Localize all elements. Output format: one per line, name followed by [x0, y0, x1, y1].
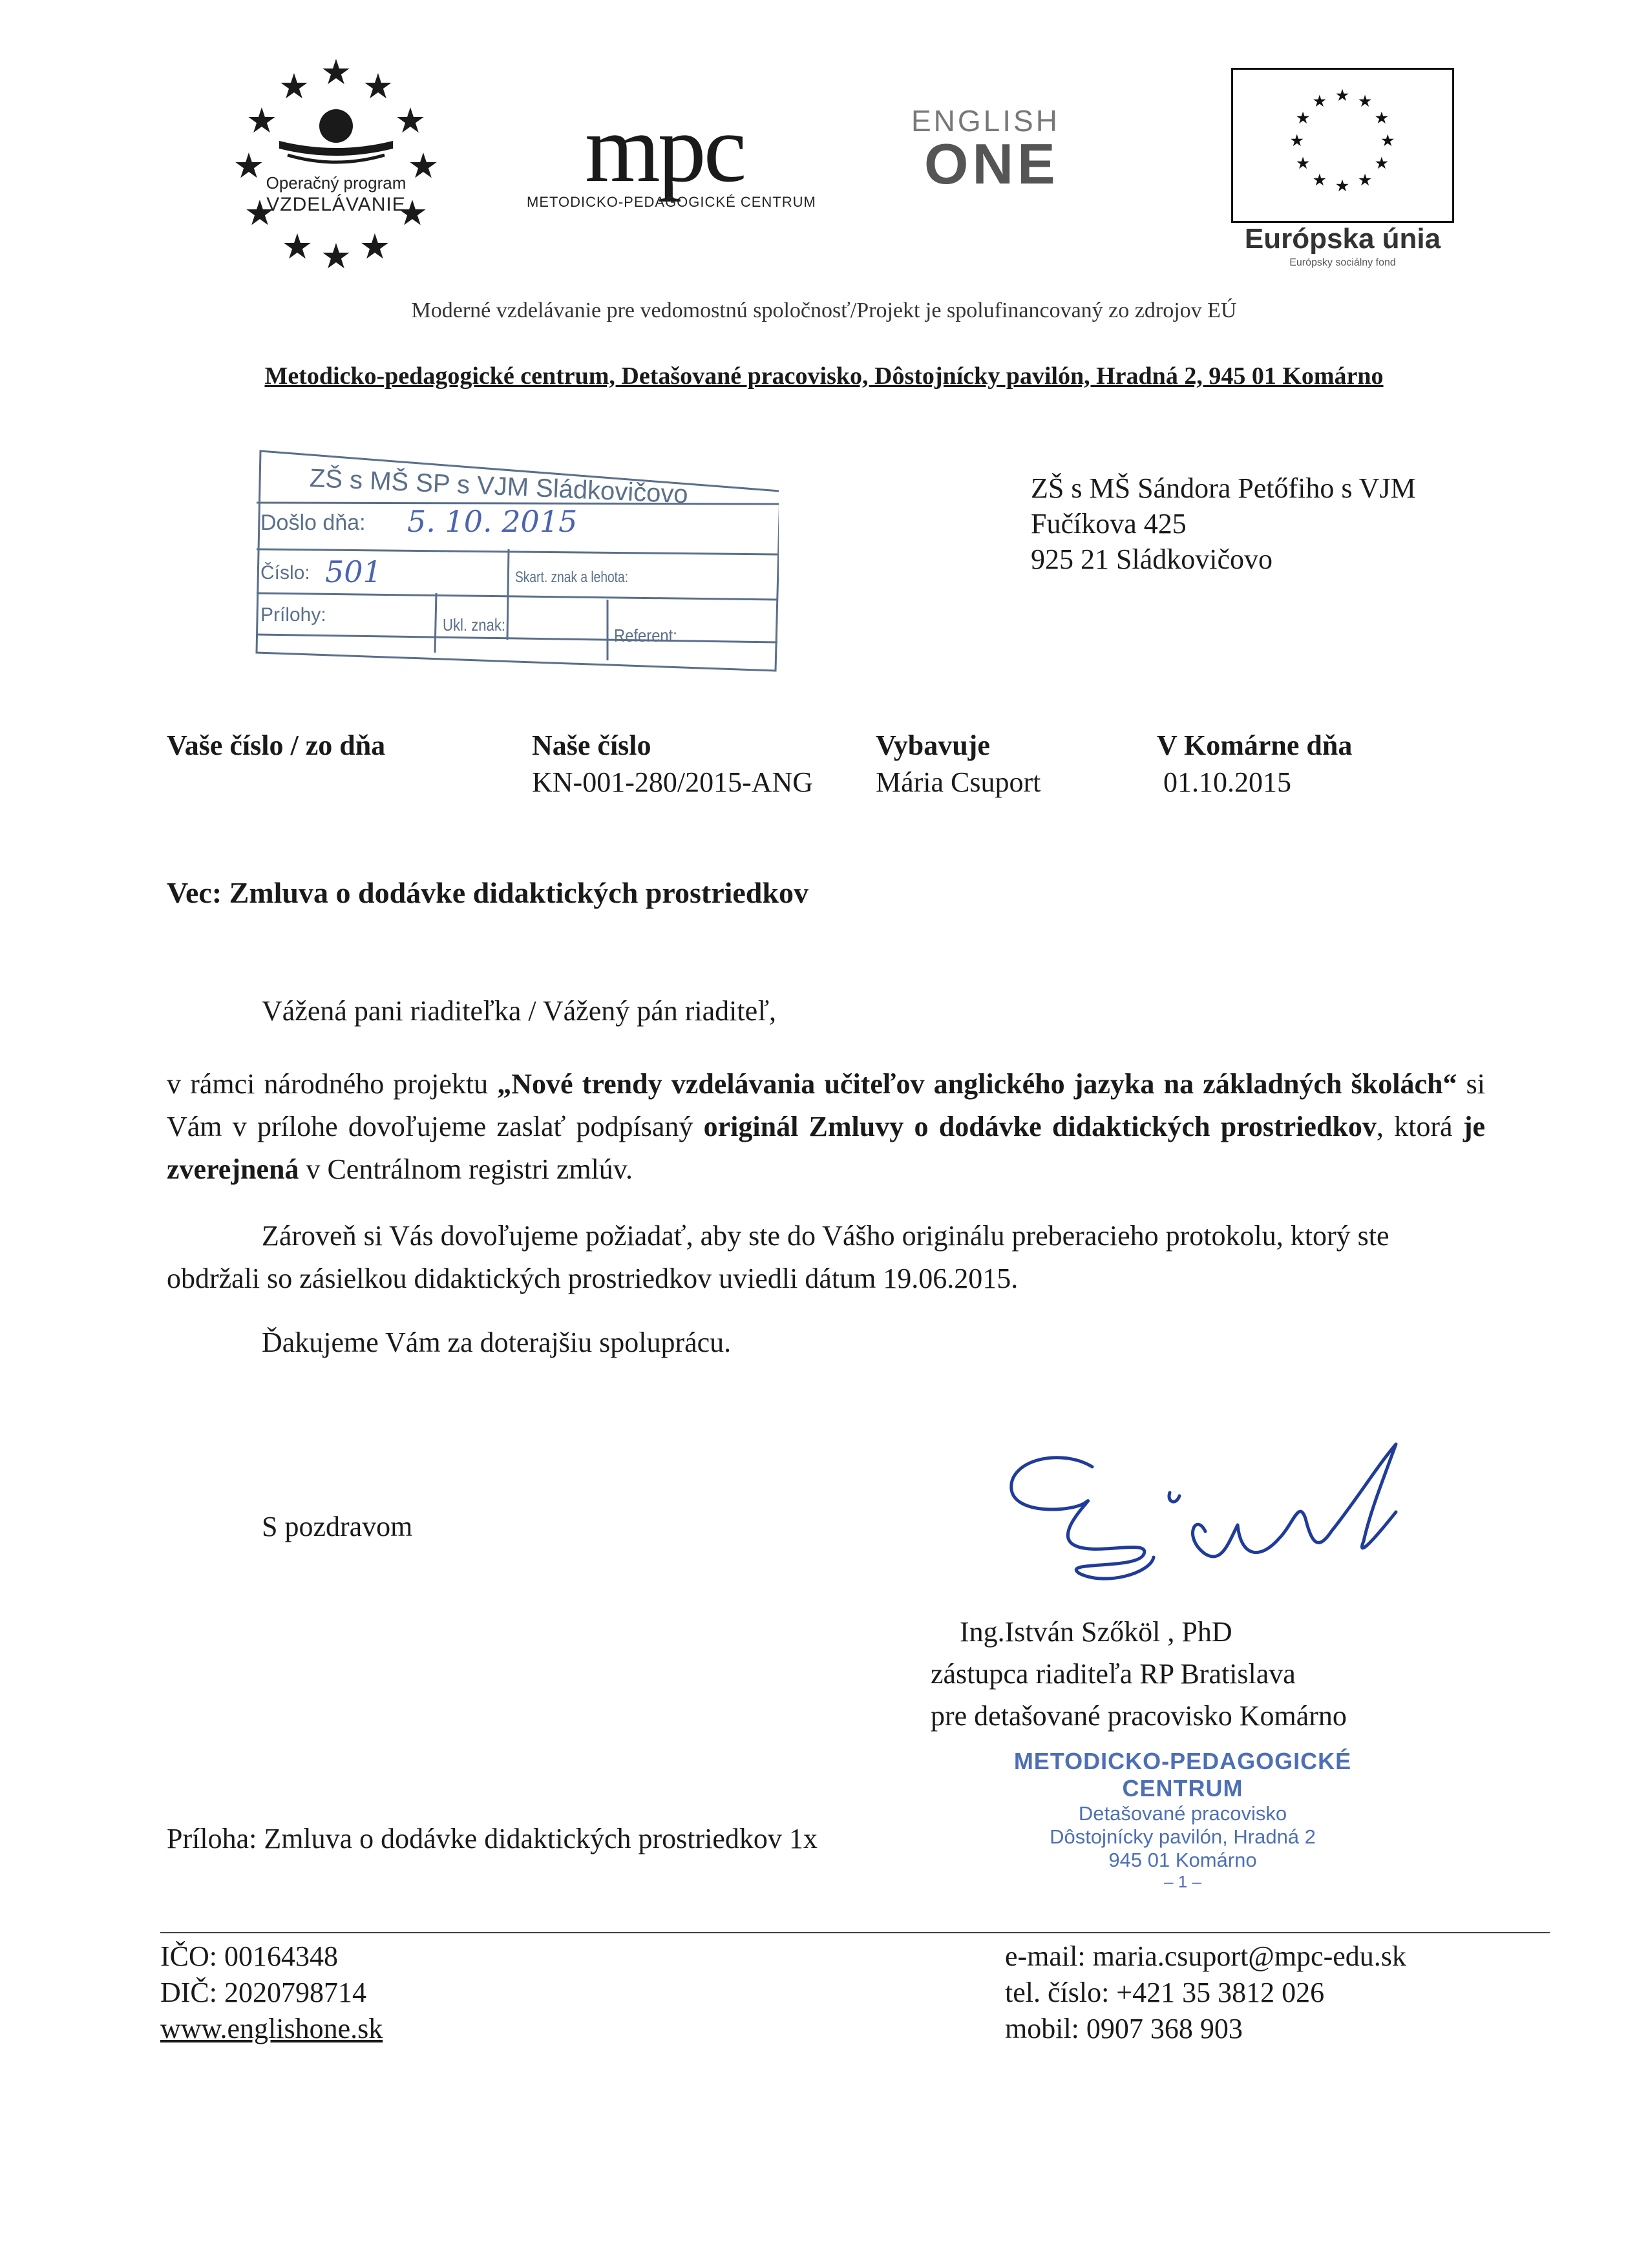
- mpc-logo-subtitle: METODICKO-PEDAGOGICKÉ CENTRUM: [527, 194, 816, 210]
- eu-star-icon: ★: [1380, 130, 1395, 150]
- svg-text:★: ★: [362, 67, 394, 106]
- svg-text:★: ★: [394, 101, 427, 140]
- received-date-handwritten: 5. 10. 2015: [407, 504, 578, 539]
- eu-star-icon: ★: [1312, 169, 1327, 189]
- svg-text:★: ★: [244, 194, 276, 233]
- institution-address: Metodicko-pedagogické centrum, Detašované pracovisko, Dôstojnícky pavilón, Hradná 2, 945 01 Komárno: [264, 362, 1384, 390]
- op-logo-line2: VZDELÁVANIE: [266, 194, 406, 215]
- p1-text-a: v rámci národného projektu: [167, 1068, 498, 1100]
- p2-text: Zároveň si Vás dovoľujeme požiadať, aby ste do Vášho originálu preberacieho protokolu, ktorý ste obdržali so zásielkou didaktických prostriedkov uviedli dátum 19.06.2015.: [167, 1220, 1389, 1294]
- thanks-line: Ďakujeme Vám za doterajšiu spoluprácu.: [262, 1327, 732, 1358]
- eu-star-icon: ★: [1357, 169, 1373, 189]
- handwritten-signature: [982, 1441, 1448, 1590]
- handled-by-value: Mária Csuport: [876, 766, 1041, 798]
- signatory-role-2: pre detašované pracovisko Komárno: [931, 1700, 1347, 1732]
- official-stamp-line5: – 1 –: [1164, 1872, 1201, 1891]
- eu-star-icon: ★: [1374, 153, 1389, 173]
- eu-flag-icon: [1231, 68, 1454, 223]
- eu-logo-title: Európska únia: [1244, 223, 1441, 255]
- eu-star-icon: ★: [1312, 91, 1327, 111]
- eu-star-icon: ★: [1335, 176, 1350, 196]
- footer-website-link[interactable]: www.englishone.sk: [160, 2013, 383, 2044]
- english-one-logo-line2: ONE: [924, 132, 1059, 196]
- svg-text:★: ★: [246, 101, 278, 140]
- your-number-label: Vaše číslo / zo dňa: [167, 730, 386, 761]
- official-stamp-line2: Detašované pracovisko: [1078, 1802, 1287, 1825]
- svg-text:★: ★: [407, 147, 439, 185]
- p1-text-c: si Vám v prílohe dovoľujeme zaslať podpísaný: [167, 1068, 1485, 1142]
- eu-star-icon: ★: [1289, 130, 1305, 150]
- svg-text:★: ★: [396, 194, 428, 233]
- footer-mobile: mobil: 0907 368 903: [1005, 2013, 1243, 2044]
- contract-original: originál Zmluvy o dodávke didaktických prostriedkov: [703, 1111, 1377, 1142]
- storage-label: Ukl. znak:: [443, 615, 506, 635]
- registry-stamp: [249, 446, 779, 672]
- footer-phone: tel. číslo: +421 35 3812 026: [1005, 1977, 1325, 2008]
- our-number-label: Naše číslo: [532, 730, 651, 761]
- svg-text:★: ★: [320, 58, 352, 92]
- svg-text:★: ★: [281, 227, 313, 266]
- place-date-value: 01.10.2015: [1163, 766, 1291, 798]
- signatory-name: Ing.István Szőköl , PhD: [960, 1616, 1232, 1648]
- registry-stamp-title: ZŠ s MŠ SP s VJM Sládkovičovo: [309, 464, 689, 509]
- footer-dic: DIČ: 2020798714: [160, 1977, 366, 2008]
- handled-by-label: Vybavuje: [876, 730, 990, 761]
- attachments-label: Prílohy:: [260, 604, 326, 625]
- number-handwritten: 501: [325, 554, 382, 589]
- official-stamp-line1: METODICKO-PEDAGOGICKÉ CENTRUM: [1013, 1748, 1352, 1801]
- op-logo-line1: Operačný program: [266, 173, 407, 193]
- svg-text:★: ★: [233, 147, 265, 185]
- op-vzdelavanie-logo: [220, 58, 452, 278]
- received-label: Došlo dňa:: [260, 510, 366, 535]
- official-stamp: [950, 1748, 1415, 1892]
- eu-logo-subtitle: Európsky sociálny fond: [1289, 257, 1396, 268]
- eu-star-icon: ★: [1374, 107, 1389, 127]
- body-paragraph-1: [167, 1063, 1485, 1191]
- signatory-role-1: zástupca riaditeľa RP Bratislava: [931, 1658, 1296, 1690]
- open-book-icon: [279, 141, 393, 156]
- svg-text:★: ★: [278, 67, 310, 106]
- referent-label: Referent:: [614, 625, 677, 646]
- footer-email[interactable]: e-mail: maria.csuport@mpc-edu.sk: [1005, 1940, 1406, 1972]
- eu-star-icon: ★: [1357, 91, 1373, 111]
- mpc-logo-mark: mpc: [585, 95, 745, 202]
- our-number-value: KN-001-280/2015-ANG: [532, 766, 814, 798]
- project-tagline: Moderné vzdelávanie pre vedomostnú spoločnosť/Projekt je spolufinancovaný zo zdrojov EÚ: [411, 299, 1237, 322]
- body-paragraph-2: [167, 1215, 1485, 1300]
- letter-subject: Vec: Zmluva o dodávke didaktických prostriedkov: [167, 876, 808, 909]
- eu-star-icon: ★: [1295, 107, 1311, 127]
- op-star-ring: [233, 58, 439, 276]
- svg-text:★: ★: [320, 237, 352, 276]
- recipient-line1: ZŠ s MŠ Sándora Petőfiho s VJM: [1031, 472, 1416, 504]
- project-name: „Nové trendy vzdelávania učiteľov anglického jazyka na základných školách“: [497, 1068, 1457, 1100]
- english-one-logo-line1: ENGLISH: [911, 104, 1060, 138]
- svg-text:★: ★: [359, 227, 391, 266]
- recipient-line3: 925 21 Sládkovičovo: [1031, 543, 1273, 575]
- number-label: Číslo:: [260, 562, 310, 583]
- p1-text-e: , ktorá: [1376, 1111, 1463, 1142]
- person-head-icon: [319, 109, 353, 143]
- published-note: je zverejnená: [167, 1111, 1486, 1185]
- closing-regards: S pozdravom: [262, 1511, 413, 1542]
- eu-star-icon: ★: [1295, 153, 1311, 173]
- footer-divider: [160, 1932, 1550, 1933]
- eu-star-icon: ★: [1335, 85, 1350, 105]
- official-stamp-line4: 945 01 Komárno: [1108, 1849, 1257, 1871]
- shred-label: Skart. znak a lehota:: [515, 569, 629, 586]
- place-date-label: V Komárne dňa: [1157, 730, 1353, 761]
- p1-text-g: v Centrálnom registri zmlúv.: [299, 1153, 633, 1185]
- official-stamp-line3: Dôstojnícky pavilón, Hradná 2: [1050, 1825, 1316, 1848]
- salutation: Vážená pani riaditeľka / Vážený pán riaditeľ,: [262, 995, 777, 1027]
- attachment-note: Príloha: Zmluva o dodávke didaktických prostriedkov 1x: [167, 1823, 818, 1854]
- recipient-line2: Fučíkova 425: [1031, 508, 1187, 540]
- footer-ico: IČO: 00164348: [160, 1940, 338, 1972]
